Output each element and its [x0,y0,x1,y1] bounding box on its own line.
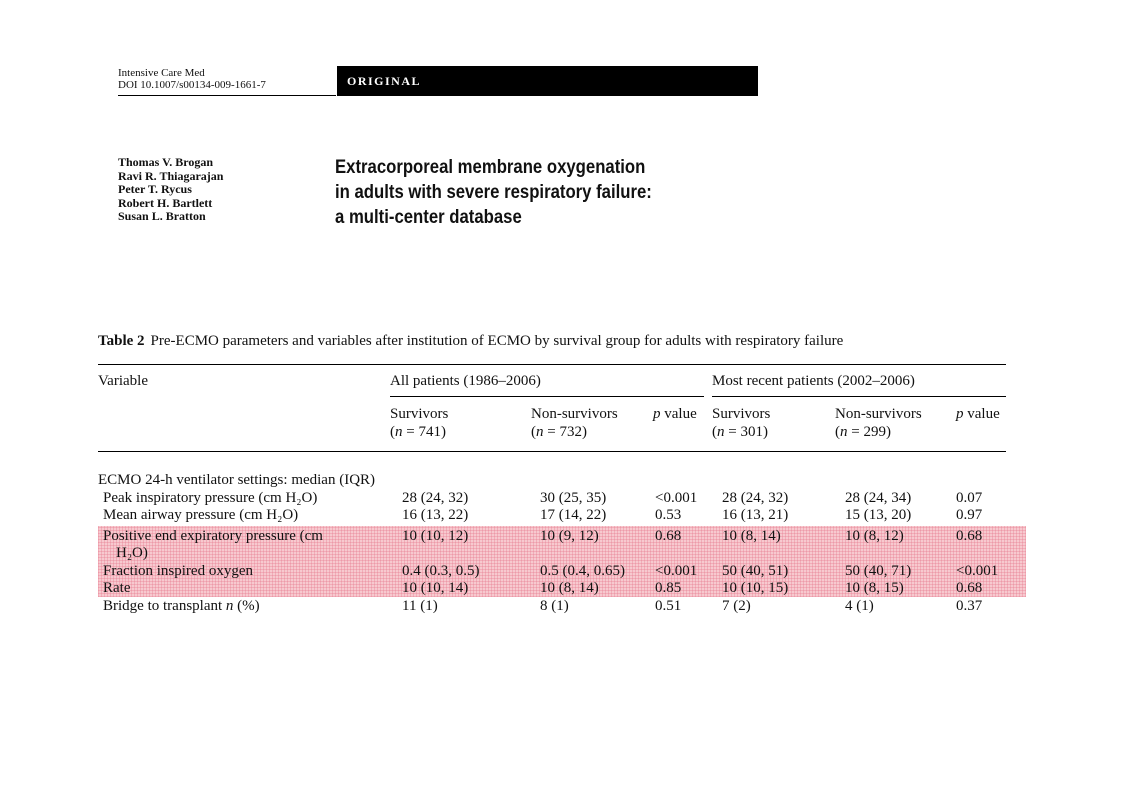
value-cell: 50 (40, 51) [722,563,789,579]
author: Peter T. Rycus [118,182,192,196]
row-label: Rate [103,580,131,596]
row-label: Fraction inspired oxygen [103,563,253,579]
pvalue-cell: 0.85 [655,580,682,596]
value-cell: 4 (1) [845,598,874,614]
pvalue-cell: 0.37 [956,598,983,614]
group1-header: All patients (1986–2006) [390,373,541,389]
value-cell: 10 (10, 12) [402,528,469,544]
header-rule [118,95,336,96]
title-line: in adults with severe respiratory failure: [335,182,652,203]
value-cell: 50 (40, 71) [845,563,912,579]
value-cell: 16 (13, 21) [722,507,789,523]
title-line: a multi-center database [335,207,522,228]
pvalue-cell: <0.001 [655,563,698,579]
section-label: ECMO 24-h ventilator settings: median (IQR) [98,472,376,488]
row-label: Mean airway pressure (cm H₂O) [103,507,299,523]
author-list [118,156,223,224]
n-header: (n = 741) [390,424,446,440]
value-cell: 30 (25, 35) [540,490,607,506]
pvalue-cell: 0.68 [956,580,983,596]
value-cell: 10 (8, 14) [540,580,599,596]
article-title [335,155,705,230]
value-cell: 17 (14, 22) [540,507,607,523]
value-cell: 28 (24, 32) [722,490,789,506]
survivors-header: Survivors [390,406,449,422]
col-variable-header: Variable [98,373,148,389]
row-label: Positive end expiratory pressure (cm [103,528,323,544]
pvalue-cell: 0.53 [655,507,682,523]
n-header: (n = 301) [712,424,768,440]
pvalue-header: p value [653,406,697,422]
n-header: (n = 299) [835,424,891,440]
value-cell: 10 (10, 15) [722,580,789,596]
survivors-header: Survivors [712,406,771,422]
value-cell: 16 (13, 22) [402,507,469,523]
value-cell: 11 (1) [402,598,438,614]
row-label-continued: H₂O) [116,545,148,561]
table-caption [98,333,843,350]
journal-name: Intensive Care Med [118,67,205,79]
value-cell: 7 (2) [722,598,751,614]
group2-rule [712,396,1006,397]
table-caption-text: Pre-ECMO parameters and variables after institution of ECMO by survival group for adults with respiratory failure [150,333,844,349]
title-line: Extracorporeal membrane oxygenation [335,157,646,178]
value-cell: 10 (9, 12) [540,528,599,544]
header-bottom-rule [98,451,1006,452]
value-cell: 10 (8, 12) [845,528,904,544]
value-cell: 28 (24, 32) [402,490,469,506]
table-label: Table 2 [98,333,145,349]
value-cell: 8 (1) [540,598,569,614]
pvalue-cell: 0.51 [655,598,682,614]
pvalue-cell: 0.07 [956,490,983,506]
pvalue-cell: 0.68 [956,528,983,544]
pvalue-cell: <0.001 [655,490,698,506]
value-cell: 15 (13, 20) [845,507,912,523]
value-cell: 10 (10, 14) [402,580,469,596]
author: Robert H. Bartlett [118,195,213,210]
row-label: Bridge to transplant n (%) [103,598,260,614]
n-header: (n = 732) [531,424,587,440]
author: Ravi R. Thiagarajan [118,168,224,183]
group2-header: Most recent patients (2002–2006) [712,373,915,389]
value-cell: 28 (24, 34) [845,490,912,506]
table-top-rule [98,364,1006,365]
value-cell: 0.4 (0.3, 0.5) [402,563,480,579]
nonsurvivors-header: Non-survivors [531,406,618,422]
author: Susan L. Bratton [118,209,206,223]
pvalue-header: p value [956,406,1000,422]
pvalue-cell: 0.97 [956,507,983,523]
value-cell: 0.5 (0.4, 0.65) [540,563,625,579]
row-label: Peak inspiratory pressure (cm H₂O) [103,490,318,506]
author: Thomas V. Brogan [118,155,214,169]
journal-info [118,67,266,91]
value-cell: 10 (8, 15) [845,580,904,596]
value-cell: 10 (8, 14) [722,528,781,544]
nonsurvivors-header: Non-survivors [835,406,922,422]
pvalue-cell: 0.68 [655,528,682,544]
pvalue-cell: <0.001 [956,563,999,579]
journal-doi: DOI 10.1007/s00134-009-1661-7 [118,79,266,91]
article-type-banner: ORIGINAL [337,66,758,96]
group1-rule [390,396,704,397]
